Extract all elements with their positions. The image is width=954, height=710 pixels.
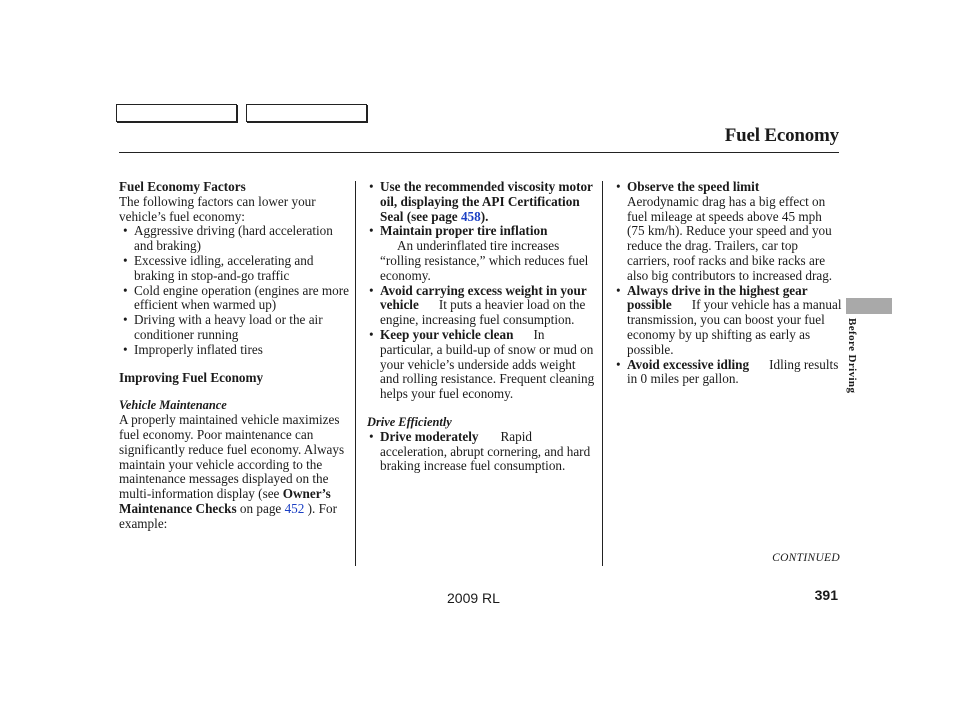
list-item: • Improperly inflated tires (123, 341, 263, 357)
maintenance-subheading: Vehicle Maintenance (119, 398, 227, 413)
bullet-icon: • (369, 326, 374, 342)
column-3 (614, 180, 842, 387)
bullet-icon: • (369, 428, 374, 444)
tire-text: An underinflated tire increases “rolling resistance,” which reduces fuel economy. (380, 238, 589, 283)
list-item: • Keep your vehicle clean In particular, a build-up of snow or mud on your vehicle’s underside adds weight and rolling resistance. Frequent cleaning helps your fuel economy. (369, 326, 595, 402)
factors-intro: The following factors can lower your vehicle’s fuel economy: (119, 193, 316, 224)
section-tab (846, 298, 892, 314)
footer-model: 2009 RL (447, 590, 500, 606)
column-divider (602, 181, 603, 566)
title-divider (119, 152, 839, 153)
nav-button-prev[interactable] (116, 104, 237, 122)
continued-label: CONTINUED (772, 552, 840, 564)
bullet-icon: • (616, 356, 621, 372)
bullet-icon: • (369, 282, 374, 298)
bullet-icon: • (123, 312, 128, 328)
page-number: 391 (814, 587, 838, 603)
bullet-icon: • (369, 223, 374, 239)
section-tab-label: Before Driving (846, 318, 858, 394)
list-item: • Observe the speed limit Aerodynamic drag has a big effect on fuel mileage at speeds above 45 mph (75 km/h). Reduce your speed and you reduce the drag. Trailers, car top carriers, roof racks and bike racks are also big contributors to increased drag. (616, 179, 833, 283)
drive-efficiently-subheading: Drive Efficiently (367, 414, 452, 429)
bullet-icon: • (123, 282, 128, 298)
list-item: • Avoid carrying excess weight in your vehicle It puts a heavier load on the engine, increasing fuel consumption. (369, 282, 587, 328)
bullet-icon: • (123, 341, 128, 357)
column-1 (119, 180, 351, 532)
bullet-icon: • (123, 252, 128, 268)
list-item: • Maintain proper tire inflation (369, 223, 548, 239)
list-item: • Driving with a heavy load or the air conditioner running (123, 312, 323, 342)
nav-button-next[interactable] (246, 104, 367, 122)
list-item: • Cold engine operation (engines are more efficient when warmed up) (123, 282, 349, 313)
column-2 (367, 180, 597, 474)
page-link-458[interactable]: 458 (460, 208, 481, 224)
list-item: • Always drive in the highest gear possible If your vehicle has a manual transmission, you can boost your fuel economy by up shifting as early as possible. (616, 282, 842, 357)
list-item: • Avoid excessive idling Idling results in 0 miles per gallon. (616, 356, 839, 387)
column-divider (355, 181, 356, 566)
page-link-452[interactable]: 452 (284, 500, 305, 516)
list-item: • Aggressive driving (hard acceleration and braking) (123, 223, 333, 254)
bullet-icon: • (616, 282, 621, 298)
page-title: Fuel Economy (724, 125, 839, 146)
bullet-icon: • (123, 223, 128, 239)
bullet-icon: • (369, 179, 374, 194)
list-item: • Use the recommended viscosity motor oil, displaying the API Certification Seal (see page 458). (369, 179, 593, 224)
list-item: • Drive moderately Rapid acceleration, abrupt cornering, and hard braking increase fuel consumption. (369, 428, 591, 474)
owners-maintenance-checks-ref: Owner’s Maintenance Checks (119, 486, 331, 516)
improving-heading: Improving Fuel Economy (119, 369, 264, 385)
maintenance-paragraph: A properly maintained vehicle maximizes fuel economy. Poor maintenance can significantly reduce fuel economy. Always maintain your vehicle according to the maintenance messages displayed on the multi-information display (see Owner’s Maintenance Checks on page 452 ). For example: (119, 412, 345, 531)
bullet-icon: • (616, 179, 621, 194)
factors-heading: Fuel Economy Factors (119, 179, 246, 194)
list-item: • Excessive idling, accelerating and braking in stop-and-go traffic (123, 252, 314, 283)
